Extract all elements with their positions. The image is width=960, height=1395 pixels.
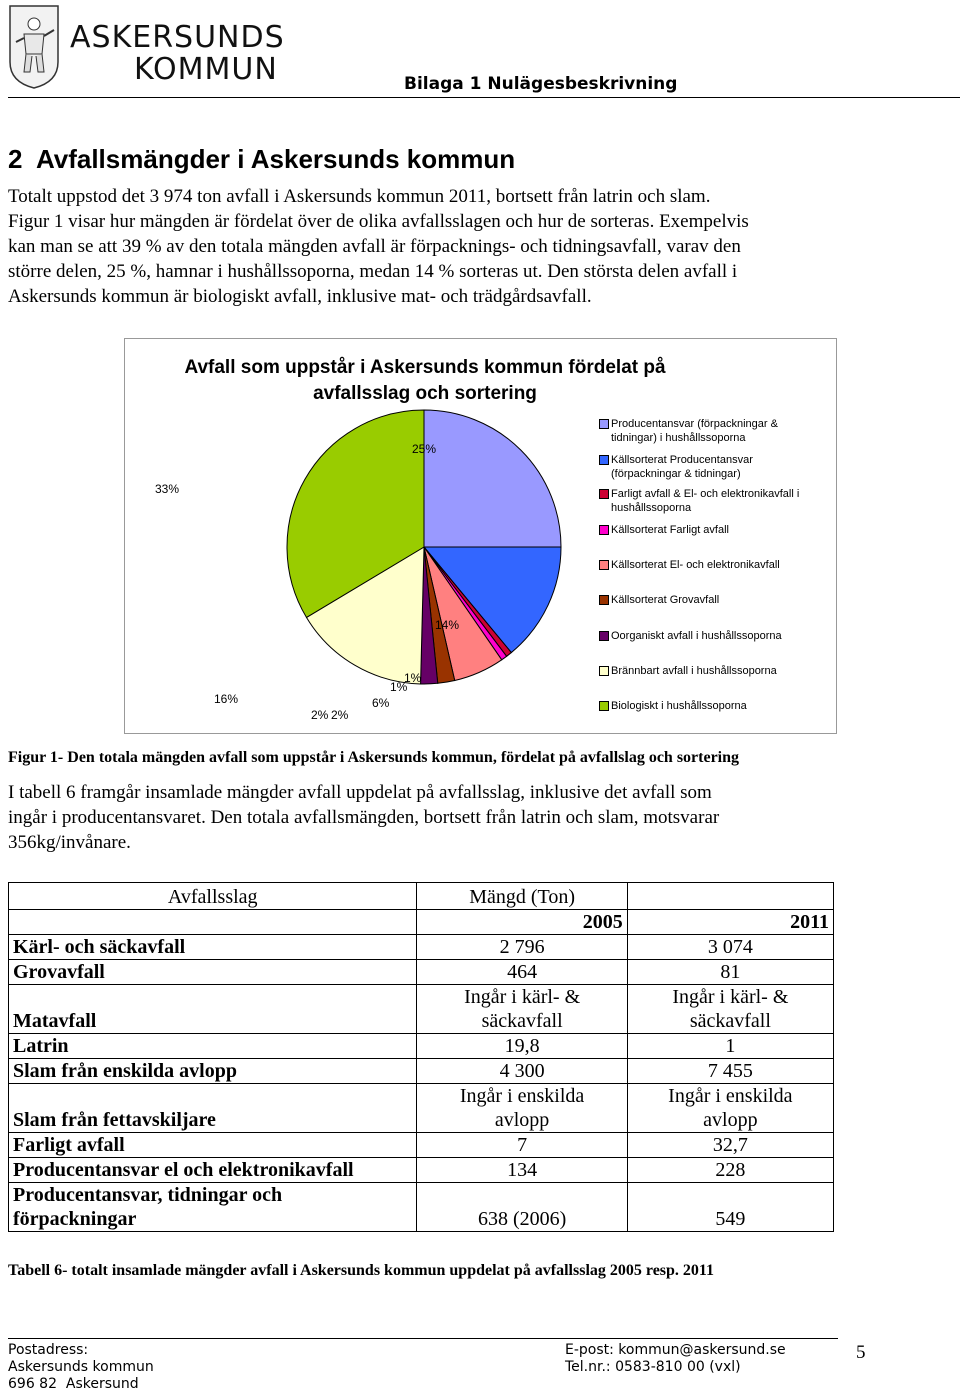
row-value-cell xyxy=(417,1059,627,1084)
row-value-cell xyxy=(417,935,627,960)
document-label: Bilaga 1 Nulägesbeskrivning xyxy=(404,74,678,94)
cell-line: 464 xyxy=(507,961,538,983)
cell-line: Slam från fettavskiljare xyxy=(13,1109,216,1131)
row-value-cell xyxy=(627,1183,833,1232)
cell-line: 228 xyxy=(715,1159,746,1181)
cell-line: 1 xyxy=(725,1035,736,1057)
para2-line: 356kg/invånare. xyxy=(8,832,131,853)
cell-line: 4 300 xyxy=(499,1060,545,1082)
table-caption: Tabell 6- totalt insamlade mängder avfall i Askersunds kommun uppdelat på avfallsslag 2005 resp. 2011 xyxy=(8,1262,715,1279)
cell-line: Producentansvar, tidningar och xyxy=(13,1184,283,1206)
org-name: Askersunds kommun xyxy=(8,1359,154,1375)
year-2011: 2011 xyxy=(627,910,833,935)
cell-line: Farligt avfall xyxy=(13,1134,125,1156)
email[interactable]: E-post: kommun@askersund.se xyxy=(565,1342,786,1358)
slice-label: 1% xyxy=(404,671,422,685)
cell-line: Grovavfall xyxy=(13,961,105,983)
cell-line: avlopp xyxy=(494,1109,550,1131)
pie-slice xyxy=(424,410,561,547)
cell-line: 81 xyxy=(720,961,741,983)
slice-label: 2% xyxy=(311,708,329,722)
figure-caption: Figur 1- Den totala mängden avfall som uppstår i Askersunds kommun, fördelat på avfallslag och sortering xyxy=(8,749,740,766)
header-mangd: Mängd (Ton) xyxy=(417,883,627,910)
table-row xyxy=(9,960,834,985)
cell-line: 7 455 xyxy=(707,1060,753,1082)
cell-line: Producentansvar el och elektronikavfall xyxy=(13,1159,354,1181)
legend-item xyxy=(599,453,835,481)
legend-item xyxy=(599,558,835,572)
legend-item xyxy=(599,699,835,713)
cell-line: 3 074 xyxy=(707,936,753,958)
legend-item xyxy=(599,629,835,643)
legend-label: (förpackningar & tidningar) xyxy=(611,468,741,480)
row-value-cell xyxy=(627,960,833,985)
table-row xyxy=(9,1158,834,1183)
intro-line: Askersunds kommun är biologiskt avfall, inklusive mat- och trädgårdsavfall. xyxy=(8,286,592,307)
table-row xyxy=(9,1034,834,1059)
intro-paragraph xyxy=(8,184,953,309)
legend-label: Producentansvar (förpackningar & xyxy=(611,418,778,430)
row-value-cell xyxy=(417,1084,627,1133)
page-number: 5 xyxy=(856,1342,866,1363)
legend-swatch xyxy=(599,455,609,465)
logo-text-line2: KOMMUN xyxy=(134,52,278,87)
pie-chart-frame xyxy=(124,338,837,734)
slice-label: 25% xyxy=(412,442,437,456)
row-name-cell xyxy=(9,1034,417,1059)
cell-line: Ingår i kärl- & xyxy=(464,986,581,1008)
legend-swatch xyxy=(599,701,609,711)
row-value-cell xyxy=(627,1034,833,1059)
para2-line: I tabell 6 framgår insamlade mängder avfall uppdelat på avfallsslag, inklusive det avfall som xyxy=(8,782,712,803)
table-row xyxy=(9,935,834,960)
cell-line: Kärl- och säckavfall xyxy=(13,936,186,958)
postadress-label: Postadress: xyxy=(8,1342,89,1358)
legend-label: Oorganiskt avfall i hushållssoporna xyxy=(611,630,782,642)
row-name-cell xyxy=(9,1084,417,1133)
row-value-cell xyxy=(417,1034,627,1059)
legend-label: hushållssoporna xyxy=(611,502,692,514)
intro-line: kan man se att 39 % av den totala mängden avfall är förpacknings- och tidningsavfall, varav den xyxy=(8,236,741,257)
footer-address xyxy=(8,1342,154,1393)
row-name-cell xyxy=(9,960,417,985)
cell-line: avlopp xyxy=(703,1109,758,1131)
cell-line: säckavfall xyxy=(689,1010,771,1032)
legend-label: Källsorterat Grovavfall xyxy=(611,594,720,606)
row-name-cell xyxy=(9,935,417,960)
slice-label: 14% xyxy=(435,618,460,632)
chart-title-line2: avfallsslag och sortering xyxy=(313,383,537,404)
table-row xyxy=(9,1133,834,1158)
legend-swatch xyxy=(599,666,609,676)
section-heading: 2 Avfallsmängder i Askersunds kommun xyxy=(8,144,516,174)
postal-address: 696 82 Askersund xyxy=(8,1376,139,1392)
legend-item xyxy=(599,523,835,537)
row-name-cell xyxy=(9,1158,417,1183)
legend-swatch xyxy=(599,631,609,641)
row-value-cell xyxy=(417,1158,627,1183)
legend-item xyxy=(599,664,835,678)
cell-line: Latrin xyxy=(13,1035,69,1057)
table-row xyxy=(9,1059,834,1084)
intro-line: Totalt uppstod det 3 974 ton avfall i Askersunds kommun 2011, bortsett från latrin och slam. xyxy=(8,186,711,207)
intro-line: Figur 1 visar hur mängden är fördelat över de olika avfallsslagen och hur de sorteras. Exempelvis xyxy=(8,211,749,232)
chart-title-line1: Avfall som uppstår i Askersunds kommun fördelat på xyxy=(184,357,666,378)
legend-label: Brännbart avfall i hushållssoporna xyxy=(611,665,777,677)
cell-line: säckavfall xyxy=(481,1010,563,1032)
row-value-cell xyxy=(627,1158,833,1183)
row-name-cell xyxy=(9,1133,417,1158)
legend-swatch xyxy=(599,419,609,429)
cell-line: 134 xyxy=(507,1159,538,1181)
row-value-cell xyxy=(627,935,833,960)
cell-line: 7 xyxy=(517,1134,528,1156)
cell-line: 549 xyxy=(715,1208,746,1230)
legend-item xyxy=(599,593,835,607)
row-value-cell xyxy=(417,1183,627,1232)
table-intro-paragraph xyxy=(8,780,953,855)
legend-swatch xyxy=(599,489,609,499)
table-header-row xyxy=(9,883,834,910)
legend-label: tidningar) i hushållssoporna xyxy=(611,432,746,444)
intro-line: större delen, 25 %, hamnar i hushållssoporna, medan 14 % sorteras ut. Den största delen avfall i xyxy=(8,261,738,282)
header-avfallsslag: Avfallsslag xyxy=(9,883,417,910)
row-name-cell xyxy=(9,1059,417,1084)
row-value-cell xyxy=(627,1133,833,1158)
cell-line: Matavfall xyxy=(13,1010,97,1032)
footer-rule xyxy=(8,1338,838,1339)
slice-label: 2% xyxy=(331,708,349,722)
cell-line: Ingår i enskilda xyxy=(459,1085,585,1107)
row-value-cell xyxy=(417,985,627,1034)
table-year-row xyxy=(9,910,834,935)
legend-label: Källsorterat Producentansvar xyxy=(611,454,753,466)
slice-label: 6% xyxy=(372,696,390,710)
legend-swatch xyxy=(599,560,609,570)
cell-line: Ingår i kärl- & xyxy=(672,986,789,1008)
cell-line: 32,7 xyxy=(712,1134,748,1156)
legend-item xyxy=(599,487,835,515)
coat-of-arms xyxy=(8,4,60,90)
legend-swatch xyxy=(599,525,609,535)
legend-swatch xyxy=(599,595,609,605)
cell-line: förpackningar xyxy=(13,1208,137,1230)
table-row xyxy=(9,1183,834,1232)
phone: Tel.nr.: 0583-810 00 (vxl) xyxy=(565,1359,741,1375)
year-2005: 2005 xyxy=(417,910,627,935)
logo-text-line1: ASKERSUNDS xyxy=(70,20,285,55)
table-row xyxy=(9,1084,834,1133)
header-rule xyxy=(8,97,960,98)
slice-label: 33% xyxy=(155,482,180,496)
cell-line: Slam från enskilda avlopp xyxy=(13,1060,237,1082)
row-value-cell xyxy=(627,985,833,1034)
para2-line: ingår i producentansvaret. Den totala avfallsmängden, bortsett från latrin och slam, motsvarar xyxy=(8,807,720,828)
slice-label: 16% xyxy=(214,692,239,706)
cell-line: 2 796 xyxy=(499,936,545,958)
legend-label: Farligt avfall & El- och elektronikavfall i xyxy=(611,488,800,500)
row-value-cell xyxy=(417,960,627,985)
row-value-cell xyxy=(627,1059,833,1084)
row-name-cell xyxy=(9,1183,417,1232)
table-row xyxy=(9,985,834,1034)
slice-label: 1% xyxy=(390,680,408,694)
footer-contact xyxy=(565,1342,786,1376)
row-name-cell xyxy=(9,985,417,1034)
cell-line: 638 (2006) xyxy=(477,1208,567,1230)
row-value-cell xyxy=(417,1133,627,1158)
legend-item xyxy=(599,417,835,445)
legend-label: Källsorterat Farligt avfall xyxy=(611,524,729,536)
cell-line: 19,8 xyxy=(504,1035,540,1057)
row-value-cell xyxy=(627,1084,833,1133)
legend-label: Biologiskt i hushållssoporna xyxy=(611,700,747,712)
legend-label: Källsorterat El- och elektronikavfall xyxy=(611,559,780,571)
cell-line: Ingår i enskilda xyxy=(668,1085,793,1107)
waste-table xyxy=(8,882,834,1232)
